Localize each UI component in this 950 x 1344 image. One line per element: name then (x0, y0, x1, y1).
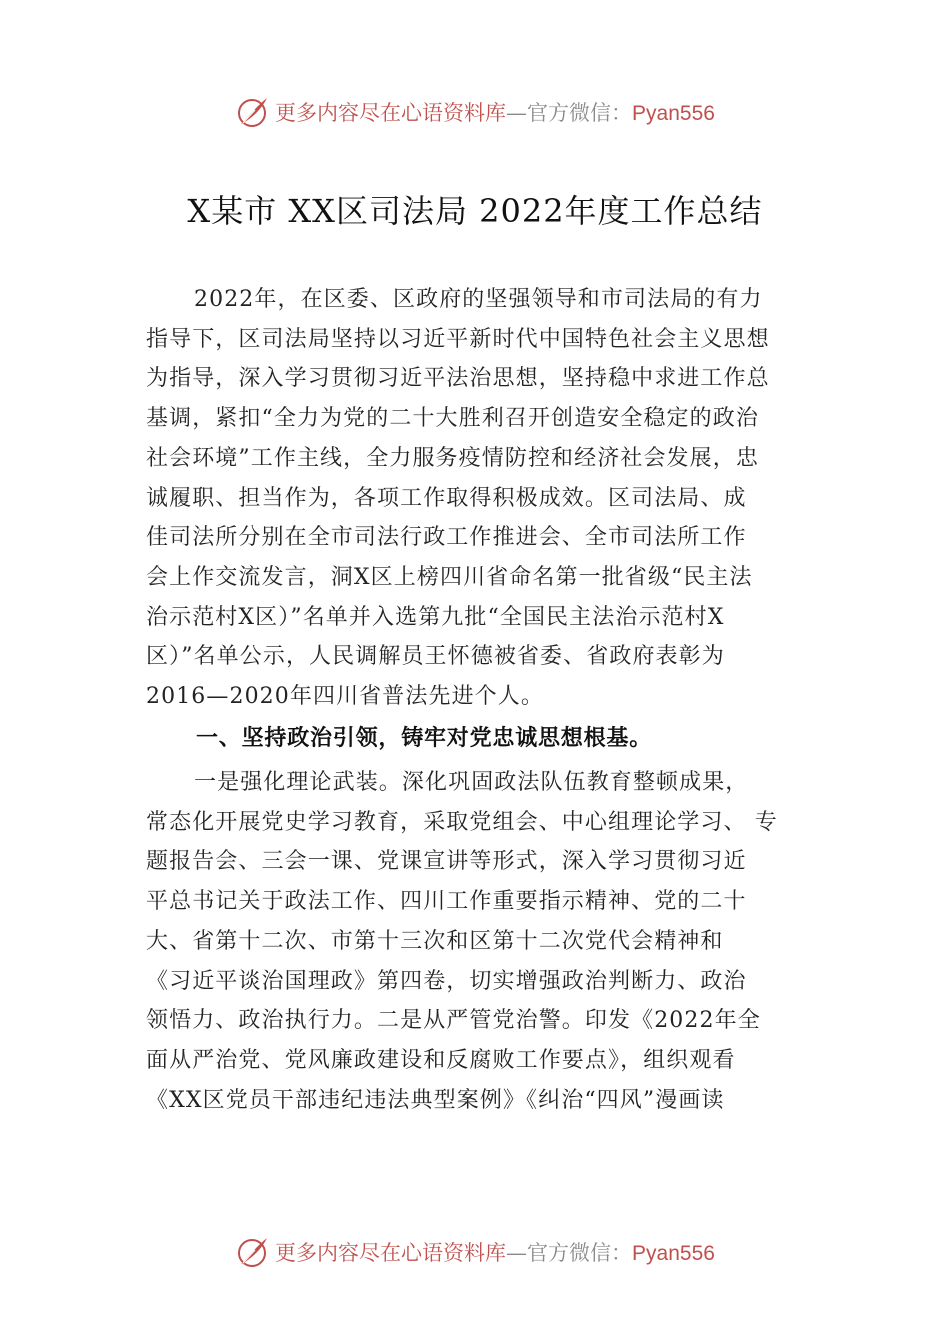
paragraph-section1 (146, 763, 818, 1120)
paragraph-line: 大、省第十二次、市第十三次和区第十二次党代会精神和 (146, 928, 724, 954)
paragraph-line: 治示范村X区）”名单并入选第九批“全国民主法治示范村X (146, 604, 725, 630)
paragraph-line: 领悟力、政治执行力。二是从严管党治警。印发《2022年全 (146, 1008, 761, 1034)
banner-main-text: 更多内容尽在心语资料库 (275, 1241, 507, 1265)
banner-separator: — (506, 1241, 528, 1265)
quill-logo-icon (235, 1234, 271, 1270)
paragraph-line: 诚履职、担当作为，各项工作取得积极成效。区司法局、成 (146, 485, 747, 511)
paragraph-line: 指导下，区司法局坚持以习近平新时代中国特色社会主义思想 (146, 326, 770, 352)
quill-logo-icon (235, 94, 271, 130)
paragraph-line: 一是强化理论武装。深化巩固政法队伍教育整顿成果， (194, 770, 749, 795)
paragraph-line: 常态化开展党史学习教育，采取党组会、中心组理论学习、 专 (146, 809, 778, 835)
paragraph-line: 2022年，在区委、区政府的坚强领导和市司法局的有力 (194, 287, 763, 312)
banner-label: 官方微信： (527, 1241, 633, 1265)
paragraph-line: 题报告会、三会一课、党课宣讲等形式，深入学习贯彻习近 (146, 849, 747, 875)
banner-main-text: 更多内容尽在心语资料库 (275, 101, 507, 125)
paragraph-line: 会上作交流发言，洞X区上榜四川省命名第一批省级“民主法 (146, 564, 753, 590)
banner-separator: — (506, 101, 528, 125)
paragraph-line: 《习近平谈治国理政》第四卷，切实增强政治判断力、政治 (146, 968, 747, 994)
paragraph-line: 《XX区党员干部违纪违法典型案例》《纠治“四风”漫画读 (146, 1087, 725, 1113)
document-title: X某市 XX区司法局 2022年度工作总结 (187, 192, 763, 230)
paragraph-line: 平总书记关于政法工作、四川工作重要指示精神、党的二十 (146, 889, 747, 915)
paragraph-line: 区）”名单公示，人民调解员王怀德被省委、省政府表彰为 (146, 644, 725, 670)
paragraph-line: 社会环境”工作主线，全力服务疫情防控和经济社会发展，忠 (146, 445, 759, 471)
paragraph-line: 佳司法所分别在全市司法行政工作推进会、全市司法所工作 (146, 525, 747, 551)
banner-label: 官方微信： (527, 101, 633, 125)
paragraph-line: 基调，紧扣“全力为党的二十大胜利召开创造安全稳定的政治 (146, 406, 759, 432)
banner-handle: Pyan556 (632, 1242, 715, 1265)
paragraph-line: 为指导，深入学习贯彻习近平法治思想，坚持稳中求进工作总 (146, 366, 770, 392)
paragraph-intro (146, 280, 818, 717)
paragraph-line: 面从严治党、党风廉政建设和反腐败工作要点》，组织观看 (146, 1047, 736, 1073)
paragraph-line: 2016—2020年四川省普法先进个人。 (146, 684, 544, 710)
footer-banner (0, 1232, 950, 1272)
banner-handle: Pyan556 (632, 102, 715, 125)
header-banner (0, 92, 950, 132)
section-heading: 一、坚持政治引领，铸牢对党忠诚思想根基。 (196, 726, 653, 751)
